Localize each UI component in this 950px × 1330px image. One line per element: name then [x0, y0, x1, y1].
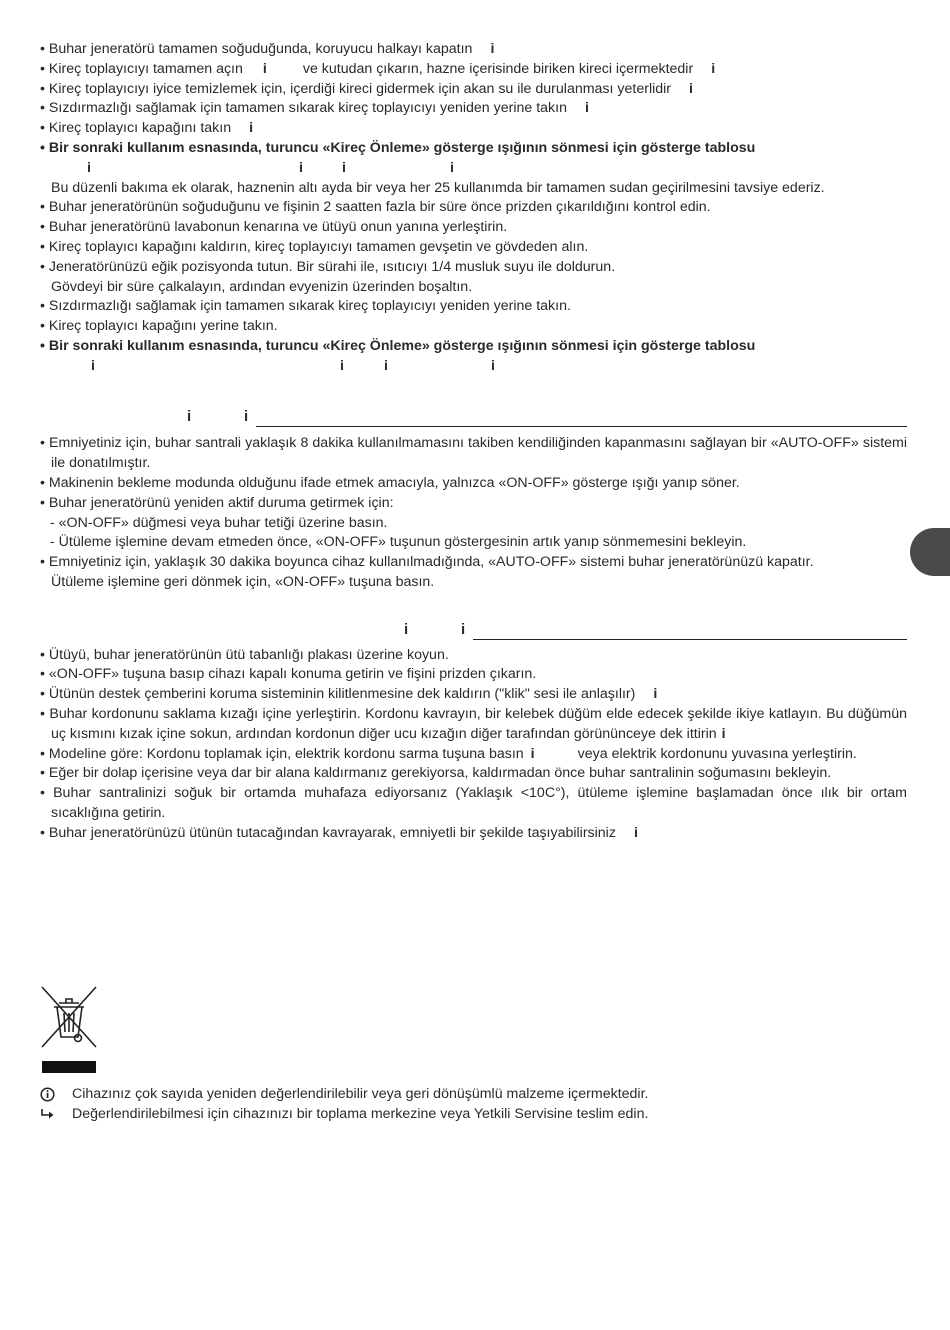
image-ref-mark: i [689, 80, 693, 97]
bold-notice-1-marks [40, 159, 907, 179]
image-ref-mark: i [490, 41, 495, 57]
storage-item: • Eğer bir dolap içerisine veya dar bir alana kaldırmanız gerekiyorsa, kaldırmadan önce buhar santralinin soğumasını bekleyin. [40, 765, 832, 782]
rinse-step: • Sızdırmazlığı sağlamak için tamamen sıkarak kireç toplayıcıyı yeniden yerine takın. [40, 298, 571, 315]
image-ref-mark: i [87, 159, 91, 176]
heading-mark: i [404, 620, 409, 638]
image-ref-mark: i [584, 100, 589, 117]
auto-off-subitem: - Ütüleme işlemine devam etmeden önce, «ON-OFF» tuşunun göstergesinin artık yanıp sönmemesini bekleyin. [50, 534, 747, 551]
rinse-step: • Buhar jeneratörünü lavabonun kenarına ve ütüyü onun yanına yerleştirin. [40, 219, 508, 236]
rinse-step: • Kireç toplayıcı kapağını kaldırın, kireç toplayıcıyı tamamen gevşetin ve gövdeden alın. [40, 238, 589, 255]
image-ref-mark: i [653, 686, 658, 703]
image-ref-mark: i [299, 159, 303, 176]
heading-mark: i [461, 620, 466, 638]
storage-item: • Ütüyü, buhar jeneratörünün ütü tabanlığı plakası üzerine koyun. [40, 646, 449, 663]
image-ref-mark: i [262, 60, 267, 77]
bold-notice-1: • Bir sonraki kullanım esnasında, turuncu «Kireç Önleme» gösterge ışığının sönmesi için gösterge tablosu [40, 139, 756, 156]
rinse-step: Gövdeyi bir süre çalkalayın, ardından evyenizin üzerinden boşaltın. [51, 278, 473, 295]
environment-notes [40, 1085, 907, 1125]
info-circle-icon [40, 1087, 55, 1102]
storage-item: • Modeline göre: Kordonu toplamak için, elektrik kordonu sarma tuşuna basın i veya elektrik kordonunu yuvasına yerleştirin. [40, 745, 857, 762]
rinse-step: • Jeneratörünüzü eğik pozisyonda tutun. Bir sürahi ile, ısıtıcıyı 1/4 musluk suyu ile doldurun. [40, 258, 616, 275]
heading-mark: i [244, 408, 249, 426]
arrow-right-icon [40, 1108, 55, 1121]
auto-off-item: • Emniyetiniz için, buhar santrali yaklaşık 8 dakika kullanılmamasını takiben kendiliğinden kapanmasını sağlayan bir «AUTO-OFF» sistemi ile donatılmıştır. [40, 435, 907, 472]
cleaning-step-4: • Sızdırmazlığı sağlamak için tamamen sıkarak kireç toplayıcıyı yeniden yerine takın i [40, 99, 907, 119]
image-ref-mark: i [340, 357, 344, 374]
section-heading-storage [40, 621, 907, 643]
storage-item: • Ütünün destek çemberini koruma sisteminin kilitlenmesine dek kaldırın ("klik" sesi ile anlaşılır) i [40, 685, 907, 705]
image-ref-mark: i [450, 159, 454, 176]
storage-item: • Buhar jeneratörünüzü ütünün tutacağından kavrayarak, emniyetli bir şekilde taşıyabilirsiniz i [40, 824, 907, 844]
cleaning-step-5: • Kireç toplayıcı kapağını takın i [40, 119, 907, 139]
auto-off-item: • Makinenin bekleme modunda olduğunu ifade etmek amacıyla, yalnızca «ON-OFF» gösterge ışığı yanıp söner. [40, 474, 740, 491]
cleaning-step-1: • Buhar jeneratörü tamamen soğuduğunda, koruyucu halkayı kapatın i [40, 40, 907, 60]
image-ref-mark: i [711, 60, 716, 77]
bold-notice-2: • Bir sonraki kullanım esnasında, turuncu «Kireç Önleme» gösterge ışığının sönmesi için gösterge tablosu [40, 337, 756, 354]
section-tab-marker [910, 528, 950, 576]
bold-notice-2-marks [40, 357, 907, 377]
section-heading-auto-off [40, 408, 907, 430]
image-ref-mark: i [91, 357, 95, 374]
heading-rule [256, 426, 907, 427]
cleaning-step-2: • Kireç toplayıcıyı tamamen açın i ve kutudan çıkarın, hazne içerisinde biriken kireci içermektedir i [40, 60, 907, 80]
auto-off-item: • Emniyetiniz için, yaklaşık 30 dakika boyunca cihaz kullanılmadığında, «AUTO-OFF» sistemi buhar jeneratörünüzü kapatır. [40, 554, 814, 571]
heading-rule [473, 639, 907, 640]
image-ref-mark: i [491, 357, 495, 374]
storage-item: • Buhar kordonunu saklama kızağı içine yerleştirin. Kordonu kavrayın, bir kelebek düğüm elde edecek şekilde ikiye katlayın. Bu düğümün uç kısmını kızak içine sokun, ardından kordonun diğer ucu kızağın diğer tarafından görününceye dek ittirin i [40, 705, 907, 742]
image-ref-mark: i [633, 824, 638, 841]
auto-off-item: • Buhar jeneratörünü yeniden aktif duruma getirmek için: [40, 494, 394, 511]
storage-item: • «ON-OFF» tuşuna basıp cihazı kapalı konuma getirin ve fişini prizden çıkarın. [40, 666, 537, 683]
image-ref-mark: i [384, 357, 388, 374]
document-page [40, 40, 907, 843]
image-ref-mark: i [342, 159, 346, 176]
drop-off-note: Değerlendirilebilmesi için cihazınızı bir toplama merkezine veya Yetkili Servisine teslim edin. [40, 1105, 907, 1125]
storage-item: • Buhar santralinizi soğuk bir ortamda muhafaza ediyorsanız (Yaklaşık <10C°), ütüleme işlemine başlamadan önce ılık bir ortam sıcaklığına getirin. [40, 785, 907, 821]
rinse-step: • Kireç toplayıcı kapağını yerine takın. [40, 318, 278, 335]
crossed-out-wheelie-bin-icon [40, 985, 98, 1075]
rinse-step: • Buhar jeneratörünün soğuduğunu ve fişinin 2 saatten fazla bir süre önce prizden çıkarıldığını kontrol edin. [40, 199, 711, 216]
auto-off-item: Ütüleme işlemine geri dönmek için, «ON-OFF» tuşuna basın. [51, 573, 435, 590]
recycle-note: Cihazınız çok sayıda yeniden değerlendirilebilir veya geri dönüşümlü malzeme içermektedir. [40, 1085, 907, 1105]
image-ref-mark: i [249, 120, 254, 137]
auto-off-subitem: - «ON-OFF» düğmesi veya buhar tetiği üzerine basın. [50, 514, 388, 531]
heading-mark: i [187, 408, 192, 426]
cleaning-step-3: • Kireç toplayıcıyı iyice temizlemek için, içerdiği kireci gidermek için akan su ile durulanması yeterlidir i [40, 80, 907, 100]
maintenance-intro: Bu düzenli bakıma ek olarak, haznenin altı ayda bir veya her 25 kullanımda bir tamamen sudan geçirilmesini tavsiye ederiz. [51, 179, 825, 196]
